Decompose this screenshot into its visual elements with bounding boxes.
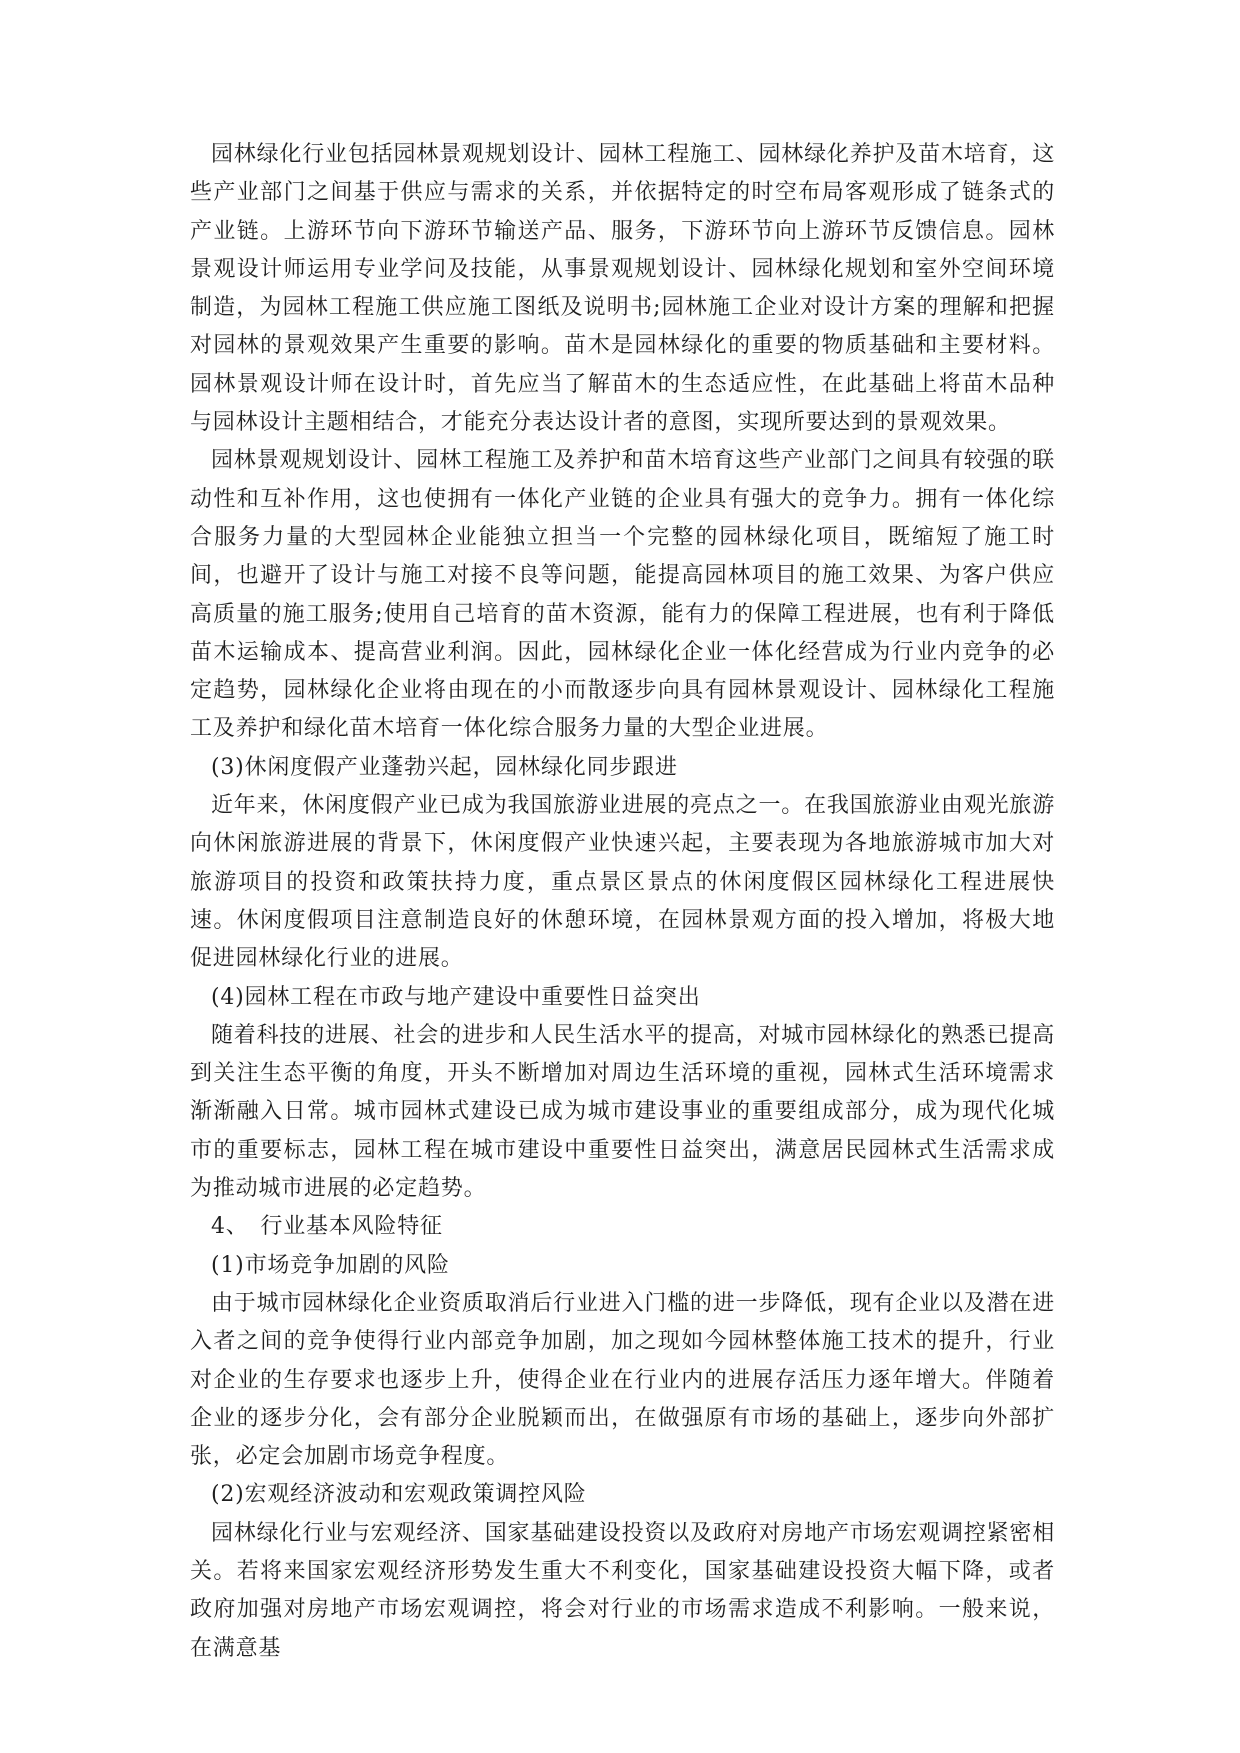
body-paragraph-urban-construction: 随着科技的进展、社会的进步和人民生活水平的提高，对城市园林绿化的熟悉已提高到关注生态平衡的角度，开头不断增加对周边生活环境的重视，园林式生活环境需求渐渐融入日常。城市园林式建设已成为城市建设事业的重要组成部分，成为现代化城市的重要标志，园林工程在城市建设中重要性日益突出，满意居民园林式生活需求成为推动城市进展的必定趋势。 — [190, 1022, 1055, 1202]
body-paragraph-competition-risk: 由于城市园林绿化企业资质取消后行业进入门槛的进一步降低，现有企业以及潜在进入者之间的竞争使得行业内部竞争加剧，加之现如今园林整体施工技术的提升，行业对企业的生存要求也逐步上升，使得企业在行业内的进展存活压力逐年增大。伴随着企业的逐步分化，会有部分企业脱颖而出，在做强原有市场的基础上，逐步向外部扩张，必定会加剧市场竞争程度。 — [190, 1290, 1055, 1470]
body-paragraph-industry-chain: 园林绿化行业包括园林景观规划设计、园林工程施工、园林绿化养护及苗木培育，这些产业部门之间基于供应与需求的关系，并依据特定的时空布局客观形成了链条式的产业链。上游环节向下游环节输送产品、服务，下游环节向上游环节反馈信息。园林景观设计师运用专业学问及技能，从事景观规划设计、园林绿化规划和室外空间环境制造，为园林工程施工供应施工图纸及说明书;园林施工企业对设计方案的理解和把握对园林的景观效果产生重要的影响。苗木是园林绿化的重要的物质基础和主要材料。园林景观设计师在设计时，首先应当了解苗木的生态适应性，在此基础上将苗木品种与园林设计主题相结合，才能充分表达设计者的意图，实现所要达到的景观效果。 — [190, 142, 1055, 436]
section-heading-1-competition-risk: (1)市场竞争加剧的风险 — [211, 1252, 450, 1278]
section-heading-3-leisure: (3)休闲度假产业蓬勃兴起，园林绿化同步跟进 — [211, 754, 678, 780]
section-heading-4-municipal: (4)园林工程在市政与地产建设中重要性日益突出 — [211, 984, 701, 1010]
body-paragraph-macro-risk: 园林绿化行业与宏观经济、国家基础建设投资以及政府对房地产市场宏观调控紧密相关。若将来国家宏观经济形势发生重大不利变化，国家基础建设投资大幅下降，或者政府加强对房地产市场宏观调控，将会对行业的市场需求造成不利影响。一般来说，在满意基 — [190, 1520, 1055, 1661]
body-paragraph-integration: 园林景观规划设计、园林工程施工及养护和苗木培育这些产业部门之间具有较强的联动性和互补作用，这也使拥有一体化产业链的企业具有强大的竞争力。拥有一体化综合服务力量的大型园林企业能独立担当一个完整的园林绿化项目，既缩短了施工时间，也避开了设计与施工对接不良等问题，能提高园林项目的施工效果、为客户供应高质量的施工服务;使用自己培育的苗木资源，能有力的保障工程进展，也有利于降低苗木运输成本、提高营业利润。因此，园林绿化企业一体化经营成为行业内竞争的必定趋势，园林绿化企业将由现在的小而散逐步向具有园林景观设计、园林绿化工程施工及养护和绿化苗木培育一体化综合服务力量的大型企业进展。 — [190, 448, 1055, 742]
body-paragraph-leisure-tourism: 近年来，休闲度假产业已成为我国旅游业进展的亮点之一。在我国旅游业由观光旅游向休闲旅游进展的背景下，休闲度假产业快速兴起，主要表现为各地旅游城市加大对旅游项目的投资和政策扶持力度，重点景区景点的休闲度假区园林绿化工程进展快速。休闲度假项目注意制造良好的休憩环境，在园林景观方面的投入增加，将极大地促进园林绿化行业的进展。 — [190, 793, 1055, 972]
section-heading-2-macro-risk: (2)宏观经济波动和宏观政策调控风险 — [211, 1482, 587, 1508]
section-heading-risk-features: 4、 行业基本风险特征 — [211, 1214, 443, 1240]
